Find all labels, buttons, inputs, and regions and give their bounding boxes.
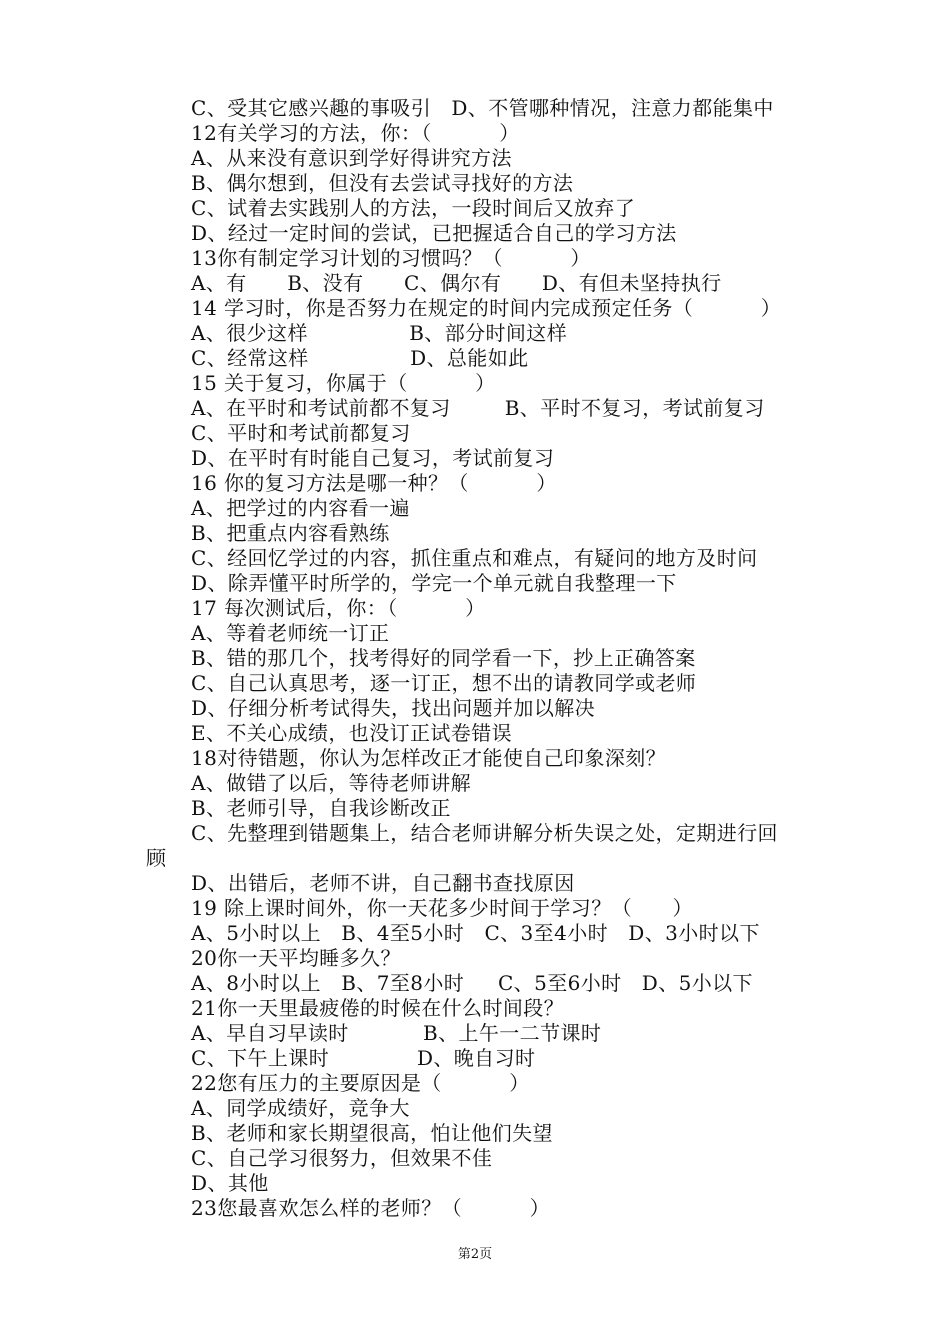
line-q14-option-c-d: C、经常这样 D、总能如此	[191, 346, 529, 370]
line-q17-option-a: A、等着老师统一订正	[191, 621, 390, 645]
line-q20-options: A、8小时以上 B、7至8小时 C、5至6小时 D、5小以下	[191, 971, 753, 995]
line-q11-option-c-d: C、受其它感兴趣的事吸引 D、不管哪种情况，注意力都能集中	[191, 96, 774, 120]
line-q22-option-d: D、其他	[191, 1171, 269, 1195]
line-q21-question: 21你一天里最疲倦的时候在什么时间段？	[191, 996, 565, 1020]
line-q21-option-a-b: A、早自习早读时 B、上午一二节课时	[191, 1021, 602, 1045]
line-q15-option-c: C、平时和考试前都复习	[191, 421, 411, 445]
line-q18-option-c: C、先整理到错题集上，结合老师讲解分析失误之处，定期进行回	[191, 821, 778, 845]
line-q20-question: 20你一天平均睡多久？	[191, 946, 401, 970]
line-q12-option-c: C、试着去实践别人的方法，一段时间后又放弃了	[191, 196, 636, 220]
line-q15-question: 15 关于复习，你属于（ ）	[191, 371, 496, 395]
line-q22-option-c: C、自己学习很努力，但效果不佳	[191, 1146, 493, 1170]
line-q22-option-a: A、同学成绩好，竞争大	[191, 1096, 410, 1120]
line-q17-option-b: B、错的那几个，找考得好的同学看一下，抄上正确答案	[191, 646, 696, 670]
line-q12-option-d: D、经过一定时间的尝试，已把握适合自己的学习方法	[191, 221, 677, 245]
line-q15-option-a-b: A、在平时和考试前都不复习 B、平时不复习，考试前复习	[191, 396, 765, 420]
line-q14-question: 14 学习时，你是否努力在规定的时间内完成预定任务（ ）	[191, 296, 782, 320]
line-q18-option-d: D、出错后，老师不讲，自己翻书查找原因	[191, 871, 575, 895]
line-q12-option-a: A、从来没有意识到学好得讲究方法	[191, 146, 512, 170]
page-number-footer: 第2页	[457, 1247, 493, 1262]
line-q16-option-c: C、经回忆学过的内容，抓住重点和难点，有疑问的地方及时问	[191, 546, 758, 570]
line-q17-option-c: C、自己认真思考，逐一订正，想不出的请教同学或老师	[191, 671, 697, 695]
line-q14-option-a-b: A、很少这样 B、部分时间这样	[191, 321, 568, 345]
line-q17-option-d: D、仔细分析考试得失，找出问题并加以解决	[191, 696, 596, 720]
line-q15-option-d: D、在平时有时能自己复习，考试前复习	[191, 446, 555, 470]
line-q16-question: 16 你的复习方法是哪一种？（ ）	[191, 471, 557, 495]
line-q12-option-b: B、偶尔想到，但没有去尝试寻找好的方法	[191, 171, 574, 195]
line-q16-option-d: D、除弄懂平时所学的，学完一个单元就自我整理一下	[191, 571, 677, 595]
line-q18-option-a: A、做错了以后，等待老师讲解	[191, 771, 472, 795]
line-q13-question: 13你有制定学习计划的习惯吗？（ ）	[191, 246, 591, 270]
line-q17-option-e: E、不关心成绩，也没订正试卷错误	[191, 721, 512, 745]
line-q13-options: A、有 B、没有 C、偶尔有 D、有但未坚持执行	[191, 271, 722, 295]
line-q17-question: 17 每次测试后，你：（ ）	[191, 596, 486, 620]
line-q12-question: 12有关学习的方法，你：（ ）	[191, 121, 520, 145]
line-q19-question: 19 除上课时间外，你一天花多少时间于学习？（ ）	[191, 896, 693, 920]
line-q16-option-b: B、把重点内容看熟练	[191, 521, 390, 545]
line-q18-option-b: B、老师引导，自我诊断改正	[191, 796, 451, 820]
line-q19-options: A、5小时以上 B、4至5小时 C、3至4小时 D、3小时以下	[191, 921, 760, 945]
line-q16-option-a: A、把学过的内容看一遍	[191, 496, 410, 520]
line-q22-question: 22您有压力的主要原因是（ ）	[191, 1071, 530, 1095]
line-q23-question: 23您最喜欢怎么样的老师？（ ）	[191, 1196, 551, 1220]
line-q18-option-c-wrap: 顾	[146, 846, 167, 870]
line-q18-question: 18对待错题，你认为怎样改正才能使自己印象深刻？	[191, 746, 667, 770]
line-q22-option-b: B、老师和家长期望很高，怕让他们失望	[191, 1121, 553, 1145]
line-q21-option-c-d: C、下午上课时 D、晚自习时	[191, 1046, 536, 1070]
